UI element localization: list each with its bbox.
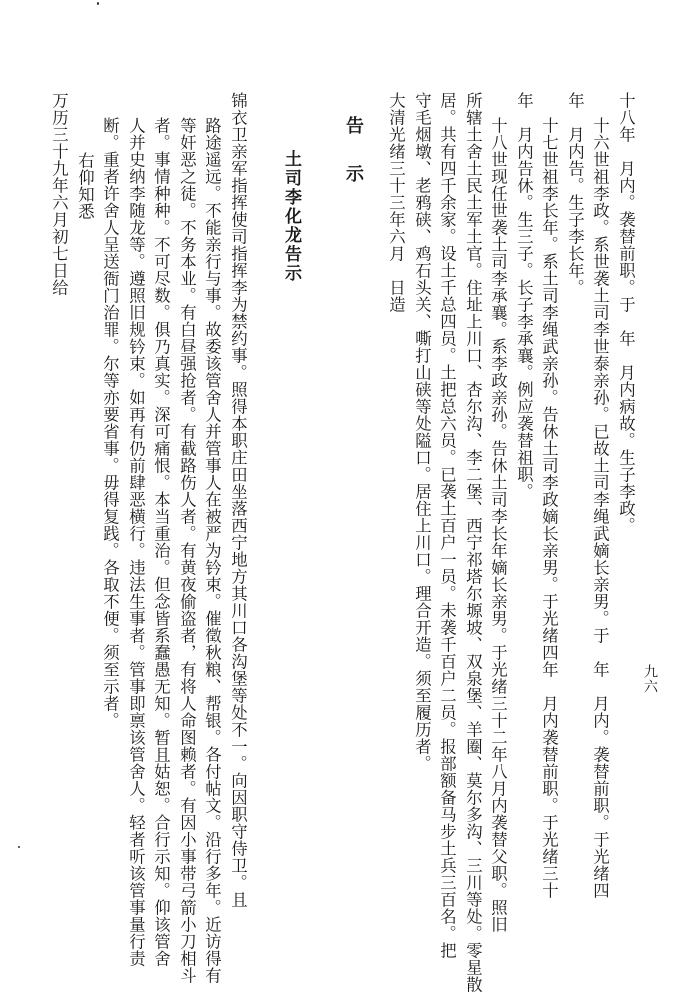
date-line: 大清光绪三十三年六月 日造: [386, 92, 406, 313]
text-column: 十六世祖李政。系世袭土司李世泰亲孙。已故土司李绳武嫡长亲男。于 年 月内。袭替前职。于光绪四: [590, 117, 610, 899]
text-column: 断。重者许舍人呈送衙门治罪。尔等亦要省事。毋得复践。各取不便。须至示者。: [100, 117, 120, 729]
closing-line: 右仰知悉: [75, 152, 95, 220]
text-column: 所辖土舍土民土军土官。住址上川口、杏尔沟、李二堡、西宁祁塔尔塬坡、双泉堡、羊圈、莫尔多沟、三川等处。零星散: [463, 92, 483, 993]
scan-speck: [18, 846, 20, 848]
proclamation-title: 土司李化龙告示: [281, 150, 301, 283]
text-column: 居。共有四千余家。设土千总四员。土把总六员。已袭土百户一员。未袭千百户二员。报部额备马步土兵三百名。把: [437, 92, 457, 959]
text-column: 者。事情种种。不可尽数。俱乃真实。深可痛恨。本当重治。但念皆系蠢愚无知。暂且姑恕。合行示知。仰该管舍: [151, 117, 171, 967]
section-heading: 告 示: [343, 116, 364, 188]
scan-speck: [97, 2, 99, 5]
text-column: 十八年 月内。袭替前职。于 年 月内病故。生子李政。: [616, 92, 636, 534]
text-column: 十七世祖李长年。系土司李绳武亲孙。告休土司李政嫡长亲男。于光绪四年 月内袭替前职。于光绪三十: [539, 117, 559, 899]
text-column: 守毛烟墩、老鸦硖、鸡石头关、嘶打山硖等处隘口。居住上川口。理合开造。须至履历者。: [412, 92, 432, 772]
text-column: 人并史纳李随龙等。遵照旧规钤束。如再有仍前肆恶横行。违法生事者。管事即禀该管舍人。轻者听该管事量行责: [126, 117, 146, 967]
text-column: 路途遥远。不能亲行与事。故委该管舍人并管事人在被严为钤束。催徵秋粮、帮银。各付帖文。沿行多年。近访得有: [202, 117, 222, 984]
page-number: 九六: [642, 664, 658, 694]
date-line: 万历三十九年六月初七日给: [49, 92, 69, 296]
text-column: 等奸恶之徒。不务本业。有白昼强抢者。有截路伤人者。有黄夜偷盗者，有将人命图赖者。有因小事带弓箭小刀相斗: [177, 117, 197, 984]
text-column: 年 月内告休。生三子。长子李承襄。例应袭替祖职。: [514, 92, 534, 500]
text-column: 年 月内告。生子李长年。: [565, 92, 585, 296]
text-column: 锦衣卫亲军指挥使司指挥李为禁约事。照得本职庄田坐落西宁地方其川口各沟堡等处不一。向因职守侍卫。且: [228, 92, 248, 908]
text-column: 十八世现任世袭土司李承襄。系李政亲孙。告休土司李长年嫡长亲男。于光绪三十二年八月内袭替父职。照旧: [488, 117, 508, 933]
